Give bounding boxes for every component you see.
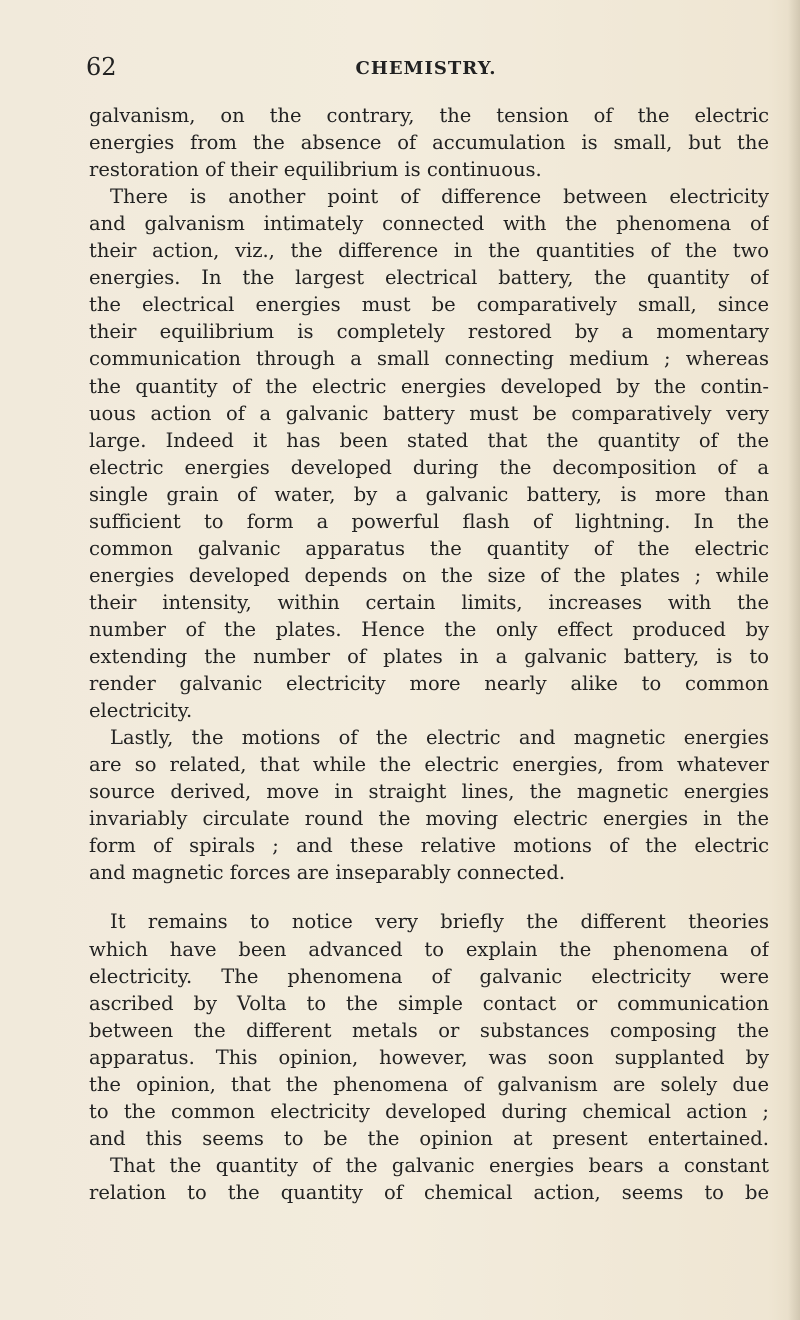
text-line: are so related, that while the electric energies, from whatever [89,753,769,777]
text-line: There is another point of difference between electricity [110,185,769,209]
text-line: form of spirals ; and these relative motions of the electric [89,834,769,858]
text-line: source derived, move in straight lines, the magnetic energies [89,780,769,804]
text-line: and this seems to be the opinion at present entertained. [89,1126,769,1150]
text-line: restoration of their equilibrium is continuous. [89,158,542,182]
text-line: It remains to notice very briefly the different theories [110,910,769,934]
text-line: apparatus. This opinion, however, was soon supplanted by [89,1045,769,1069]
text-line: number of the plates. Hence the only effect produced by [89,617,769,641]
text-line: electricity. [89,699,193,723]
text-line: which have been advanced to explain the phenomena of [89,937,769,961]
text-line: common galvanic apparatus the quantity of the electric [89,536,769,560]
page-edge-shadow [788,0,800,1320]
text-line: between the different metals or substances composing the [89,1018,769,1042]
text-line: ascribed by Volta to the simple contact or communication [89,991,769,1015]
text-line: energies developed depends on the size of the plates ; while [89,563,769,587]
text-line: extending the number of plates in a galvanic battery, is to [89,645,769,668]
text-line: electricity. The phenomena of galvanic electricity were [89,964,769,988]
text-line: uous action of a galvanic battery must be comparatively very [89,401,769,425]
text-line: electric energies developed during the decomposition of a [89,455,769,479]
text-line: sufficient to form a powerful flash of lightning. In the [89,509,769,533]
text-line: That the quantity of the galvanic energies bears a constant [110,1153,769,1177]
text-line: energies. In the largest electrical battery, the quantity of [89,266,769,290]
text-line: the quantity of the electric energies developed by the contin- [89,374,769,398]
text-line: their equilibrium is completely restored by a momentary [89,320,769,344]
text-line: Lastly, the motions of the electric and magnetic energies [110,726,769,750]
text-line: their intensity, within certain limits, increases with the [89,590,769,614]
text-line: to the common electricity developed during chemical action ; [89,1099,769,1123]
text-line: the opinion, that the phenomena of galvanism are solely due [89,1072,769,1096]
text-line: relation to the quantity of chemical action, seems to be [89,1180,769,1204]
text-line: render galvanic electricity more nearly alike to common [89,672,769,696]
running-title: CHEMISTRY. [355,58,497,79]
text-line: single grain of water, by a galvanic battery, is more than [89,482,769,506]
text-line: large. Indeed it has been stated that the quantity of the [89,428,769,452]
text-line: and magnetic forces are inseparably connected. [89,861,566,885]
page-header [86,52,766,82]
text-line: galvanism, on the contrary, the tension of the electric [89,104,769,127]
text-line: invariably circulate round the moving electric energies in the [89,807,769,831]
text-line: the electrical energies must be comparatively small, since [89,293,769,317]
text-line: their action, viz., the difference in the quantities of the two [89,239,769,263]
text-line: energies from the absence of accumulation is small, but the [89,131,769,155]
page-number: 62 [86,53,117,81]
text-line: communication through a small connecting medium ; whereas [89,347,769,371]
text-line: and galvanism intimately connected with the phenomena of [89,212,769,236]
